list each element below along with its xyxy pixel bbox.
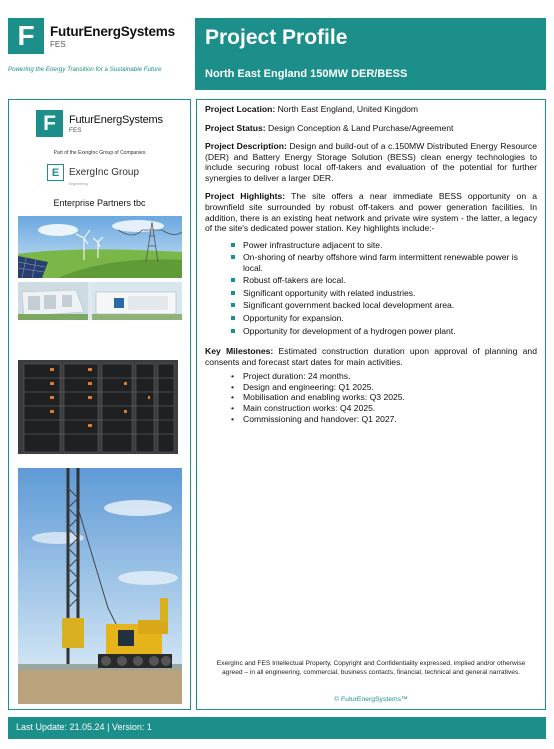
milestones-list	[231, 371, 537, 424]
list-item: Power infrastructure adjacent to site.	[231, 240, 537, 251]
list-item: • Design and engineering: Q1 2025.	[231, 382, 537, 393]
exerginc-logo	[47, 164, 139, 181]
title-banner	[195, 18, 546, 90]
project-highlights: Project Highlights: The site offers a near immediate BESS opportunity on a brownfield site surrounded by robust off-takers and power generation facilities. In addition, there is an existing heat network and private wire system - the latter, a legacy of the site's dedicated power station. Key highlights include:-	[205, 191, 537, 234]
exerginc-small-text: Engineering	[69, 182, 88, 186]
copyright-notice: © FuturEnergSystems™	[334, 696, 408, 703]
list-item: • Main construction works: Q4 2025.	[231, 403, 537, 414]
project-description: Project Description: Design and build-out of a c.150MW Distributed Energy Resource (DER) and Battery Energy Storage Solution (BESS) clean energy technologies to include securing robust local off-takers and evaluation of the potential for further synergies to deliver a larger DER.	[205, 141, 537, 183]
list-item: • Commissioning and handover: Q1 2027.	[231, 414, 537, 425]
fes-logo-icon: F	[8, 18, 44, 54]
list-item: Significant government backed local development area.	[231, 300, 537, 311]
highlights-list	[231, 240, 537, 337]
brand-tagline: Powering the Energy Transition for a Sustainable Future	[8, 66, 162, 73]
list-item: On-shoring of nearby offshore wind farm intermittent renewable power is local.	[231, 252, 537, 273]
exerginc-name: ExergInc Group	[69, 167, 140, 178]
list-item: Significant opportunity with related industries.	[231, 288, 537, 299]
legal-notice: ExergInc and FES Intellectual Property, Copyright and Confidentiality expressed, implied and/or otherwise agreed – in all engineering, commercial, business contacts, financial, technical and general narratives.	[216, 660, 526, 676]
list-item: Robust off-takers are local.	[231, 275, 537, 286]
enterprise-partners: Enterprise Partners tbc	[53, 198, 146, 208]
battery-racks-photo	[18, 360, 178, 454]
piling-rig-photo	[18, 468, 182, 704]
brand-name: FuturEnergSystems	[50, 23, 175, 39]
exerginc-logo-icon: E	[47, 164, 64, 181]
battery-containers-photo	[18, 282, 182, 320]
sidebar-panel	[8, 99, 191, 710]
list-item: Opportunity for development of a hydrogen power plant.	[231, 326, 537, 337]
last-update-version: Last Update: 21.05.24 | Version: 1	[16, 722, 152, 732]
brand-abbr: FES	[50, 39, 66, 49]
sidebar-brand-logo	[36, 110, 163, 137]
renewables-photo	[18, 216, 182, 278]
brand-header	[8, 18, 188, 88]
group-affiliation: Part of the ExergInc Group of Companies	[53, 150, 146, 156]
project-location: Project Location: North East England, United Kingdom	[205, 104, 419, 114]
page-title: Project Profile	[205, 26, 348, 49]
brand-logo	[8, 18, 188, 54]
project-status: Project Status: Design Conception & Land Purchase/Agreement	[205, 122, 454, 133]
key-milestones: Key Milestones: Estimated construction duration upon approval of planning and consents and forecast start dates for main activities.	[205, 346, 537, 367]
project-subtitle: North East England 150MW DER/BESS	[205, 68, 408, 80]
list-item: • Project duration: 24 months.	[231, 371, 537, 382]
sidebar-brand-name: FuturEnergSystems	[69, 113, 163, 126]
footer-bar	[8, 717, 546, 739]
sidebar-brand-abbr: FES	[69, 126, 82, 134]
list-item: • Mobilisation and enabling works: Q3 2025.	[231, 392, 537, 403]
project-details-panel	[196, 99, 546, 710]
fes-logo-icon: F	[36, 110, 63, 137]
list-item: Opportunity for expansion.	[231, 313, 537, 324]
